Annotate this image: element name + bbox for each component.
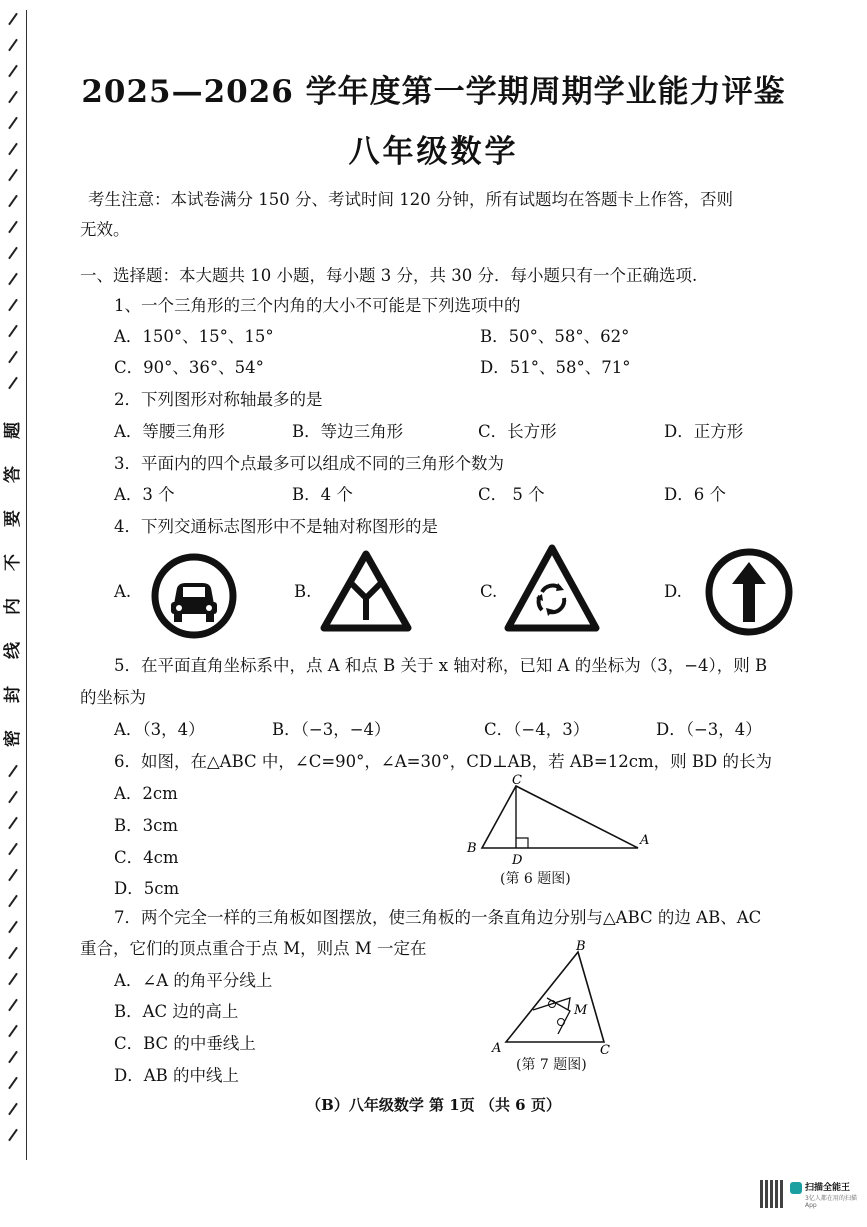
q7-option-a: A．∠A 的角平分线上 <box>114 971 273 990</box>
q4-option-c: C. <box>480 582 498 601</box>
question-7-stem: 7．两个完全一样的三角板如图摆放，使三角板的一条直角边分别与△ABC 的边 AB、AC <box>114 908 762 927</box>
traffic-sign-fork-icon <box>318 548 414 636</box>
question-6-stem: 6．如图，在△ABC 中，∠C=90°，∠A=30°，CD⊥AB，若 AB=12cm，则 BD 的长为 <box>114 752 772 771</box>
margin-char: 封 <box>3 686 23 703</box>
margin-slash-mark <box>8 921 18 934</box>
q2-option-a: A．等腰三角形 <box>114 422 225 441</box>
camscanner-logo-icon <box>790 1182 802 1194</box>
q1-option-c: C．90°、36°、54° <box>114 358 264 377</box>
q6-option-d: D．5cm <box>114 879 180 898</box>
margin-slash-mark <box>8 195 18 208</box>
margin-slash-mark <box>8 765 18 778</box>
q1-option-b: B．50°、58°、62° <box>480 327 630 346</box>
margin-slash-mark <box>8 1129 18 1142</box>
margin-slash-mark <box>8 247 18 260</box>
binding-line <box>26 10 27 1160</box>
margin-slash-mark <box>8 299 18 312</box>
question-7-stem-cont: 重合，它们的顶点重合于点 M，则点 M 一定在 <box>80 939 427 958</box>
margin-slash-mark <box>8 273 18 286</box>
q2-option-b: B．等边三角形 <box>292 422 404 441</box>
q1-option-a: A．150°、15°、15° <box>114 327 274 346</box>
margin-slash-mark <box>8 1077 18 1090</box>
margin-slash-mark <box>8 1025 18 1038</box>
scanner-watermark <box>760 1180 860 1210</box>
margin-char: 不 <box>3 554 23 571</box>
margin-slash-mark <box>8 843 18 856</box>
q5-option-a: A．（3，4） <box>114 720 205 739</box>
margin-slash-mark <box>8 221 18 234</box>
figure-7-caption: (第 7 题图) <box>516 1057 587 1073</box>
figure-6-caption: (第 6 题图) <box>500 871 571 887</box>
figure-q7-triangle <box>488 938 624 1054</box>
q2-option-d: D．正方形 <box>664 422 744 441</box>
traffic-sign-arrow-up-icon <box>704 544 794 640</box>
qr-code-icon <box>760 1180 784 1208</box>
q2-option-c: C．长方形 <box>478 422 557 441</box>
q3-option-a: A．3 个 <box>114 485 175 504</box>
q6-option-a: A．2cm <box>114 784 178 803</box>
notice-line-2: 无效。 <box>80 220 130 239</box>
label-C: C <box>600 1043 610 1054</box>
margin-slash-mark <box>8 973 18 986</box>
q7-option-b: B．AC 边的高上 <box>114 1002 239 1021</box>
figure-q6-triangle <box>462 770 662 866</box>
label-M: M <box>574 1003 588 1018</box>
exam-subtitle: 八年级数学 <box>348 134 519 170</box>
scanner-sub: 3亿人都在用的扫描App <box>805 1195 857 1209</box>
label-D: D <box>512 853 523 866</box>
margin-slash-mark <box>8 13 18 26</box>
margin-char: 题 <box>3 422 23 439</box>
exam-title: 2025—2026 学年度第一学期周期学业能力评鉴 <box>81 74 786 110</box>
question-4-stem: 4．下列交通标志图形中不是轴对称图形的是 <box>114 517 438 536</box>
q4-option-a: A. <box>114 582 132 601</box>
margin-slash-mark <box>8 947 18 960</box>
margin-slash-mark <box>8 895 18 908</box>
q7-option-c: C．BC 的中垂线上 <box>114 1034 256 1053</box>
section-heading: 一、选择题：本大题共 10 小题，每小题 3 分，共 30 分．每小题只有一个正确选项. <box>80 266 698 285</box>
label-C: C <box>512 773 522 788</box>
label-A: A <box>640 833 650 848</box>
margin-char: 内 <box>3 598 23 615</box>
margin-char: 答 <box>3 466 23 483</box>
margin-slash-mark <box>8 39 18 52</box>
label-A: A <box>492 1041 502 1054</box>
q1-option-d: D．51°、58°、71° <box>480 358 631 377</box>
q5-option-d: D．（−3，4） <box>656 720 762 739</box>
margin-char: 线 <box>3 642 23 659</box>
q6-option-c: C．4cm <box>114 848 179 867</box>
scanner-name: 扫描全能王 <box>805 1183 851 1193</box>
margin-slash-mark <box>8 325 18 338</box>
margin-slash-mark <box>8 351 18 364</box>
traffic-sign-roundabout-icon <box>502 542 602 636</box>
margin-slash-mark <box>8 1051 18 1064</box>
traffic-sign-car-icon <box>150 552 238 640</box>
label-B: B <box>467 841 477 856</box>
margin-slash-mark <box>8 791 18 804</box>
q3-option-c: C． 5 个 <box>478 485 545 504</box>
q4-option-d: D. <box>664 582 682 601</box>
q5-option-b: B．（−3，−4） <box>272 720 391 739</box>
q4-option-b: B. <box>294 582 312 601</box>
question-3-stem: 3．平面内的四个点最多可以组成不同的三角形个数为 <box>114 454 504 473</box>
question-2-stem: 2．下列图形对称轴最多的是 <box>114 390 323 409</box>
margin-slash-mark <box>8 999 18 1012</box>
q6-option-b: B．3cm <box>114 816 179 835</box>
question-5-stem: 5．在平面直角坐标系中，点 A 和点 B 关于 x 轴对称，已知 A 的坐标为（3，−4），则 B <box>114 656 768 675</box>
margin-char: 要 <box>3 510 23 527</box>
binding-margin <box>0 0 34 1227</box>
question-1-stem: 1、一个三角形的三个内角的大小不可能是下列选项中的 <box>114 296 521 315</box>
question-5-stem-cont: 的坐标为 <box>80 688 146 707</box>
q7-option-d: D．AB 的中线上 <box>114 1066 240 1085</box>
q3-option-b: B．4 个 <box>292 485 353 504</box>
notice-line-1: 考生注意：本试卷满分 150 分、考试时间 120 分钟，所有试题均在答题卡上作答，否则 <box>88 190 733 209</box>
q3-option-d: D．6 个 <box>664 485 726 504</box>
margin-slash-mark <box>8 377 18 390</box>
q5-option-c: C．（−4，3） <box>484 720 590 739</box>
label-B: B <box>576 939 586 954</box>
margin-char: 密 <box>3 730 23 747</box>
margin-slash-mark <box>8 869 18 882</box>
page-footer: （B）八年级数学 第 1页 （共 6 页） <box>306 1096 561 1114</box>
margin-slash-mark <box>8 817 18 830</box>
